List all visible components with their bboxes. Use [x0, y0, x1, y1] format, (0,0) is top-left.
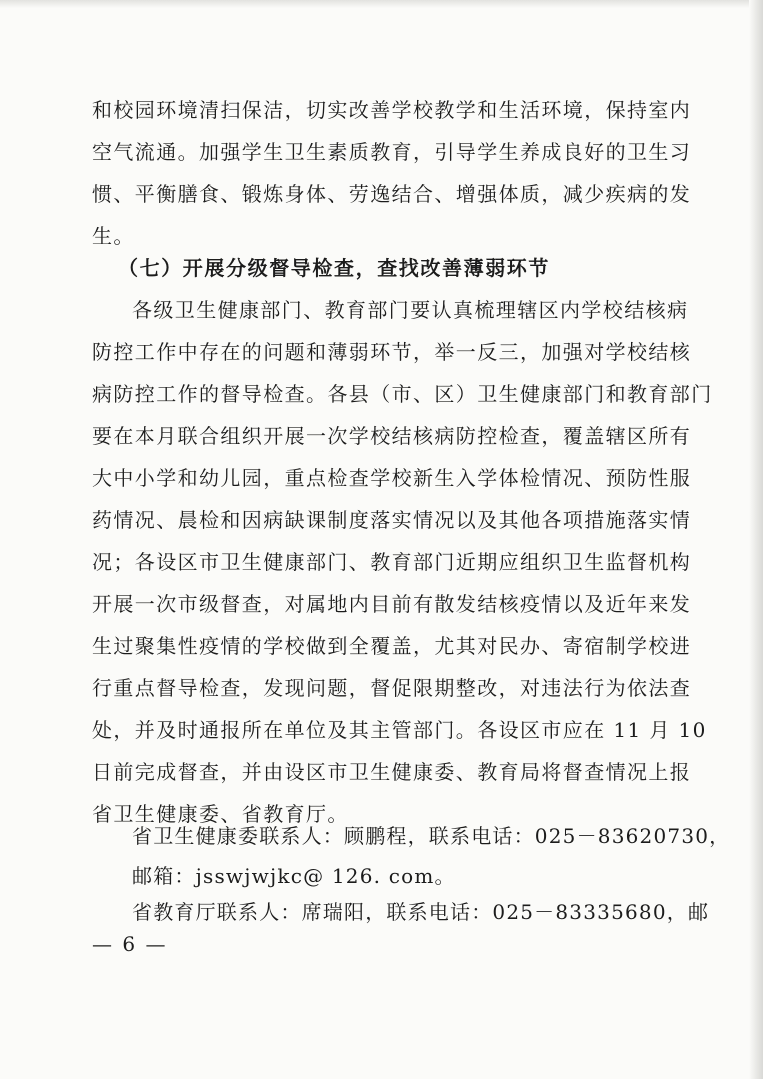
- text-line: 生过聚集性疫情的学校做到全覆盖，尤其对民办、寄宿制学校进: [92, 634, 692, 658]
- text-line: 病防控工作的督导检查。各县（市、区）卫生健康部门和教育部门: [92, 382, 713, 406]
- text-line: 各级卫生健康部门、教育部门要认真梳理辖区内学校结核病: [132, 298, 689, 322]
- text-line: 防控工作中存在的问题和薄弱环节，举一反三，加强对学校结核: [92, 340, 692, 364]
- section-heading: （七）开展分级督导检查，查找改善薄弱环节: [118, 256, 550, 280]
- text-line: 惯、平衡膳食、锻炼身体、劳逸结合、增强体质，减少疾病的发: [92, 182, 692, 206]
- text-line: 要在本月联合组织开展一次学校结核病防控检查，覆盖辖区所有: [92, 424, 692, 448]
- text-line: 大中小学和幼儿园，重点检查学校新生入学体检情况、预防性服: [92, 466, 692, 490]
- text-line: 药情况、晨检和因病缺课制度落实情况以及其他各项措施落实情: [92, 508, 692, 532]
- text-line: 处，并及时通报所在单位及其主管部门。各设区市应在 11 月 10: [92, 718, 707, 742]
- text-line: 开展一次市级督查，对属地内目前有散发结核疫情以及近年来发: [92, 592, 692, 616]
- scan-shadow-right: [749, 0, 763, 1079]
- contact-line-education-dept: 省教育厅联系人：席瑞阳，联系电话：025－83335680，邮: [132, 900, 710, 924]
- text-line: 省卫生健康委、省教育厅。: [92, 802, 349, 826]
- text-line: 况；各设区市卫生健康部门、教育部门近期应组织卫生监督机构: [92, 550, 692, 574]
- scan-shadow-top: [0, 0, 763, 8]
- page-number: — 6 —: [92, 932, 168, 956]
- text-line: 和校园环境清扫保洁，切实改善学校教学和生活环境，保持室内: [92, 98, 692, 122]
- contact-line-health-commission: 省卫生健康委联系人：顾鹏程，联系电话：025－83620730，: [132, 824, 731, 848]
- contact-email-line: 邮箱：jsswjwjkc@ 126. com。: [132, 864, 456, 888]
- text-line: 空气流通。加强学生卫生素质教育，引导学生养成良好的卫生习: [92, 140, 692, 164]
- text-line: 日前完成督查，并由设区市卫生健康委、教育局将督查情况上报: [92, 760, 692, 784]
- text-line: 生。: [92, 224, 135, 248]
- text-line: 行重点督导检查，发现问题，督促限期整改，对违法行为依法查: [92, 676, 692, 700]
